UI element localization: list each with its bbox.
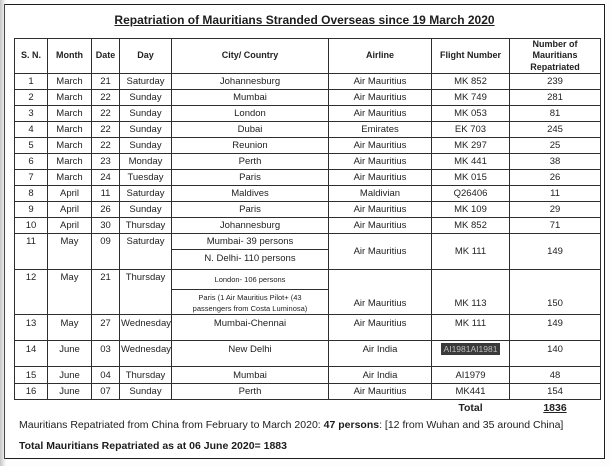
cell-flight: MK441 xyxy=(432,384,510,400)
cell-number: 29 xyxy=(510,201,601,217)
cell-date: 03 xyxy=(92,341,120,367)
table-row xyxy=(15,217,601,233)
cell-sn: 11 xyxy=(15,233,48,269)
cell-number: 239 xyxy=(510,73,601,89)
cell-month: March xyxy=(48,137,92,153)
note-prefix: Mauritians Repatriated from China from February to March 2020: xyxy=(19,419,324,432)
cell-month: March xyxy=(48,105,92,121)
cell-city: Johannesburg xyxy=(172,73,329,89)
cell-date: 22 xyxy=(92,137,120,153)
table-row xyxy=(15,315,601,341)
cell-sn: 3 xyxy=(15,105,48,121)
cell-number: 140 xyxy=(510,341,601,367)
cell-sn: 15 xyxy=(15,367,48,384)
cell-airline: Air Mauritius xyxy=(329,201,432,217)
cell-date: 26 xyxy=(92,201,120,217)
cell-month: May xyxy=(48,233,92,269)
cell-city-split xyxy=(172,269,329,315)
cell-day: Wednesday xyxy=(120,315,172,341)
table-row xyxy=(15,121,601,137)
cell-month: March xyxy=(48,121,92,137)
table-row xyxy=(15,73,601,89)
cell-flight: MK 852 xyxy=(432,217,510,233)
cell-day: Wednesday xyxy=(120,341,172,367)
cell-flight: MK 111 xyxy=(432,233,510,269)
cell-sn: 5 xyxy=(15,137,48,153)
cell-month: April xyxy=(48,185,92,201)
cell-date: 09 xyxy=(92,233,120,269)
cell-date: 11 xyxy=(92,185,120,201)
column-header-airline: Airline xyxy=(329,39,432,74)
cell-airline: Air Mauritius xyxy=(329,105,432,121)
cell-airline: Air Mauritius xyxy=(329,153,432,169)
note-suffix: : [12 from Wuhan and 35 around China] xyxy=(379,419,564,432)
cell-city: Johannesburg xyxy=(172,217,329,233)
cell-city: Mumbai-Chennai xyxy=(172,315,329,341)
column-header-city: City/ Country xyxy=(172,39,329,74)
cell-month: March xyxy=(48,73,92,89)
cell-month: March xyxy=(48,89,92,105)
cell-flight: MK 113 xyxy=(432,269,510,315)
cell-sn: 2 xyxy=(15,89,48,105)
cell-city: Dubai xyxy=(172,121,329,137)
cell-city: Paris xyxy=(172,169,329,185)
cell-date: 22 xyxy=(92,89,120,105)
cell-number: 11 xyxy=(510,185,601,201)
cell-month: March xyxy=(48,169,92,185)
cell-month: April xyxy=(48,217,92,233)
cell-day: Sunday xyxy=(120,89,172,105)
cell-day: Thursday xyxy=(120,269,172,315)
city-sub-cell: Mumbai- 39 persons xyxy=(172,234,328,250)
cell-number: 26 xyxy=(510,169,601,185)
cell-day: Saturday xyxy=(120,73,172,89)
cell-day: Tuesday xyxy=(120,169,172,185)
cell-month: March xyxy=(48,153,92,169)
cell-airline: Air Mauritius xyxy=(329,137,432,153)
city-sub-cell: London- 106 persons xyxy=(172,270,328,290)
cell-airline: Air Mauritius xyxy=(329,315,432,341)
city-sub-cell: N. Delhi- 110 persons xyxy=(204,252,296,264)
cell-month: May xyxy=(48,315,92,341)
cell-day: Sunday xyxy=(120,384,172,400)
cell-sn: 10 xyxy=(15,217,48,233)
cell-number: 245 xyxy=(510,121,601,137)
cell-sn: 1 xyxy=(15,73,48,89)
highlighted-flight-number: AI1981AI1981 xyxy=(441,343,501,355)
cell-airline: Air India xyxy=(329,367,432,384)
cell-number: 150 xyxy=(510,269,601,315)
cell-airline: Maldivian xyxy=(329,185,432,201)
cell-day: Saturday xyxy=(120,233,172,269)
cell-city: Reunion xyxy=(172,137,329,153)
cell-day: Sunday xyxy=(120,105,172,121)
cell-airline: Emirates xyxy=(329,121,432,137)
total-label: Total xyxy=(458,402,483,415)
cell-airline: Air Mauritius xyxy=(329,233,432,269)
total-row xyxy=(15,400,601,415)
cell-day: Monday xyxy=(120,153,172,169)
cell-number: 81 xyxy=(510,105,601,121)
cell-flight: AI1979 xyxy=(432,367,510,384)
cell-city: Mumbai xyxy=(172,89,329,105)
cell-flight: MK 297 xyxy=(432,137,510,153)
china-repatriation-note xyxy=(19,419,594,431)
cell-day: Thursday xyxy=(120,367,172,384)
cell-number: 154 xyxy=(510,384,601,400)
header-row xyxy=(15,39,601,74)
cell-number: 25 xyxy=(510,137,601,153)
cell-sn: 8 xyxy=(15,185,48,201)
column-header-day: Day xyxy=(120,39,172,74)
column-header-date: Date xyxy=(92,39,120,74)
cell-date: 23 xyxy=(92,153,120,169)
cell-city: Perth xyxy=(172,384,329,400)
cell-number: 149 xyxy=(510,233,601,269)
cell-date: 24 xyxy=(92,169,120,185)
document-page xyxy=(4,4,605,459)
cell-city: Mumbai xyxy=(172,367,329,384)
cell-sn: 6 xyxy=(15,153,48,169)
cell-flight xyxy=(432,341,510,367)
column-header-month: Month xyxy=(48,39,92,74)
cell-airline: Air Mauritius xyxy=(329,89,432,105)
cell-date: 22 xyxy=(92,121,120,137)
cell-month: June xyxy=(48,341,92,367)
total-spacer xyxy=(15,400,432,415)
table-row xyxy=(15,201,601,217)
cell-city: London xyxy=(172,105,329,121)
cell-airline: Air Mauritius xyxy=(329,384,432,400)
column-header-sn: S. N. xyxy=(15,39,48,74)
table-row xyxy=(15,341,601,367)
cell-day: Sunday xyxy=(120,201,172,217)
cell-sn: 7 xyxy=(15,169,48,185)
cell-day: Thursday xyxy=(120,217,172,233)
table-row xyxy=(15,367,601,384)
cell-airline: Air Mauritius xyxy=(329,269,432,315)
grand-total-note: Total Mauritians Repatriated as at 06 June 2020= 1883 xyxy=(19,440,287,453)
table-row xyxy=(15,169,601,185)
note-bold-persons: 47 persons xyxy=(323,419,380,432)
cell-flight: MK 441 xyxy=(432,153,510,169)
cell-airline: Air Mauritius xyxy=(329,73,432,89)
cell-month: June xyxy=(48,384,92,400)
cell-sn: 14 xyxy=(15,341,48,367)
city-sub-cell: Paris (1 Air Mauritius Pilot+ (43 passengers from Costa Luminosa) xyxy=(192,292,308,313)
cell-month: May xyxy=(48,269,92,315)
cell-number: 149 xyxy=(510,315,601,341)
total-value: 1836 xyxy=(543,402,567,415)
table-row xyxy=(15,384,601,400)
column-header-number: Number of Mauritians Repatriated xyxy=(510,39,601,74)
cell-sn: 16 xyxy=(15,384,48,400)
cell-flight: EK 703 xyxy=(432,121,510,137)
cell-flight: MK 111 xyxy=(432,315,510,341)
cell-city: Perth xyxy=(172,153,329,169)
cell-flight: MK 053 xyxy=(432,105,510,121)
column-header-flight: Flight Number xyxy=(432,39,510,74)
cell-sn: 9 xyxy=(15,201,48,217)
table-row xyxy=(15,137,601,153)
table-row xyxy=(15,153,601,169)
page-title: Repatriation of Mauritians Stranded Overseas since 19 March 2020 xyxy=(114,13,495,27)
cell-city: New Delhi xyxy=(172,341,329,367)
cell-date: 22 xyxy=(92,105,120,121)
table-row xyxy=(15,105,601,121)
cell-flight: MK 852 xyxy=(432,73,510,89)
cell-flight: MK 749 xyxy=(432,89,510,105)
repatriation-table xyxy=(14,38,601,414)
cell-date: 04 xyxy=(92,367,120,384)
cell-day: Saturday xyxy=(120,185,172,201)
cell-date: 21 xyxy=(92,73,120,89)
cell-city-split xyxy=(172,233,329,269)
cell-city: Maldives xyxy=(172,185,329,201)
cell-airline: Air Mauritius xyxy=(329,169,432,185)
cell-sn: 13 xyxy=(15,315,48,341)
cell-sn: 4 xyxy=(15,121,48,137)
cell-number: 38 xyxy=(510,153,601,169)
cell-flight: MK 109 xyxy=(432,201,510,217)
cell-number: 48 xyxy=(510,367,601,384)
cell-city: Paris xyxy=(172,201,329,217)
cell-month: April xyxy=(48,201,92,217)
cell-number: 71 xyxy=(510,217,601,233)
cell-flight: MK 015 xyxy=(432,169,510,185)
cell-flight: Q26406 xyxy=(432,185,510,201)
cell-month: June xyxy=(48,367,92,384)
cell-sn: 12 xyxy=(15,269,48,315)
cell-number: 281 xyxy=(510,89,601,105)
table-row xyxy=(15,233,601,269)
table-row xyxy=(15,185,601,201)
table-row xyxy=(15,89,601,105)
cell-airline: Air India xyxy=(329,341,432,367)
cell-date: 27 xyxy=(92,315,120,341)
total-cell xyxy=(510,400,601,415)
cell-date: 30 xyxy=(92,217,120,233)
cell-date: 07 xyxy=(92,384,120,400)
cell-airline: Air Mauritius xyxy=(329,217,432,233)
cell-day: Sunday xyxy=(120,121,172,137)
cell-date: 21 xyxy=(92,269,120,315)
table-row xyxy=(15,269,601,315)
cell-day: Sunday xyxy=(120,137,172,153)
